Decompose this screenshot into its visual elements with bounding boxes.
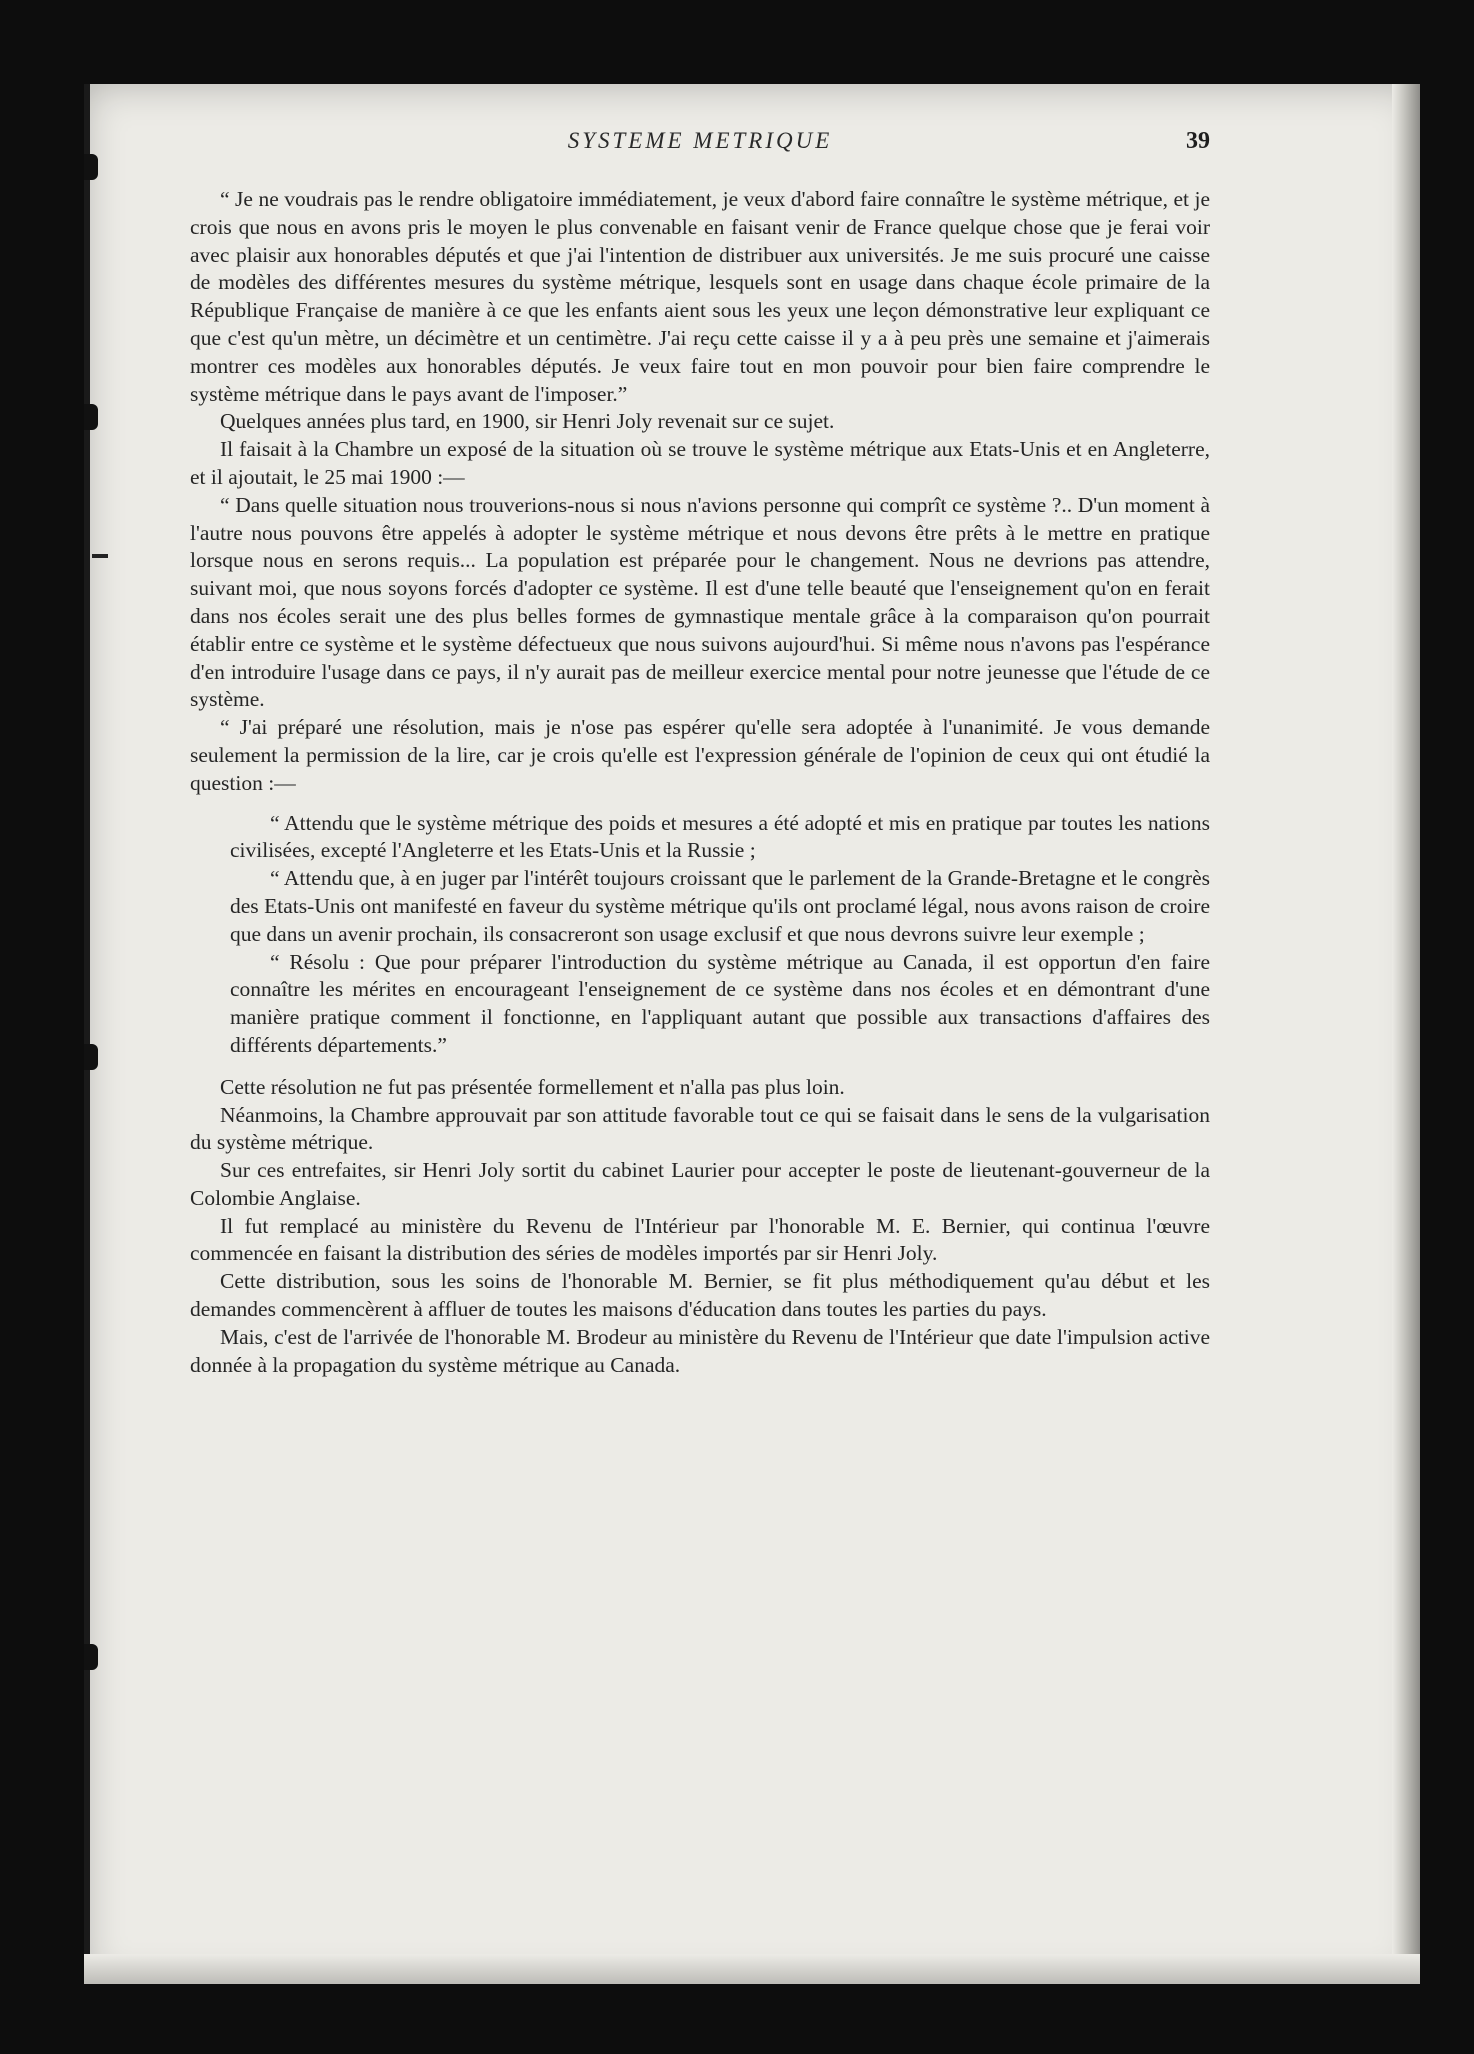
paragraph: Il faisait à la Chambre un exposé de la situation où se trouve le système métrique aux Etats-Unis et en Angleterre, et il ajoutait, le 25 mai 1900 :—: [190, 437, 1210, 489]
binding-mark: [84, 1044, 98, 1070]
paragraph: “ Je ne voudrais pas le rendre obligatoire immédiatement, je veux d'abord faire connaître le système métrique, et je crois que nous en avons pris le moyen le plus convenable en faisant venir de France quelque chose que je ferai voir avec plaisir aux honorables députés et que j'ai l'intention de distribuer aux universités. Je me suis procuré une caisse de modèles des différentes mesures du système métrique, lesquels sont en usage dans chaque école primaire de la République Française de manière à ce que les enfants aient sous les yeux une leçon démonstrative leur expliquant ce que c'est qu'un mètre, un décimètre et un centimètre. J'ai reçu cette caisse il y a à peu près une semaine et j'aimerais montrer ces modèles aux honorables députés. Je veux faire tout en mon pouvoir pour bien faire comprendre le système métrique dans le pays avant de l'imposer.”: [190, 187, 1210, 406]
paragraph: Il fut remplacé au ministère du Revenu de l'Intérieur par l'honorable M. E. Bernier, qui continua l'œuvre commencée en faisant la distribution des séries de modèles importés par sir Henri Joly.: [190, 1213, 1210, 1266]
body-text: [190, 186, 1210, 1379]
binding-mark: [84, 154, 98, 180]
paragraph: Néanmoins, la Chambre approuvait par son attitude favorable tout ce qui se faisait dans le sens de la vulgarisation du système métrique.: [190, 1102, 1210, 1155]
binding-tick: [92, 554, 108, 558]
paragraph: Cette résolution ne fut pas présentée formellement et n'alla pas plus loin.: [220, 1074, 845, 1099]
page-number: 39: [1186, 128, 1210, 154]
page-bottom-edge: [84, 1954, 1420, 1984]
running-title: SYSTEME METRIQUE: [567, 128, 833, 153]
page-spine: [84, 84, 90, 1984]
binding-mark: [84, 404, 98, 430]
resolution-clause: “ Attendu que le système métrique des poids et mesures a été adopté et mis en pratique par toutes les nations civilisées, excepté l'Angleterre et les Etats-Unis et la Russie ;: [230, 810, 1210, 863]
paragraph: “ J'ai préparé une résolution, mais je n'ose pas espérer qu'elle sera adoptée à l'unanimité. Je vous demande seulement la permission de la lire, car je crois qu'elle est l'expression générale de l'opinion de ceux qui ont étudié la question :—: [190, 715, 1210, 795]
paragraph: Cette distribution, sous les soins de l'honorable M. Bernier, se fit plus méthodiquement qu'au début et les demandes commencèrent à affluer de toutes les maisons d'éducation dans toutes les parties du pays.: [190, 1269, 1210, 1322]
paragraph: Mais, c'est de l'arrivée de l'honorable M. Brodeur au ministère du Revenu de l'Intérieur que date l'impulsion active donnée à la propagation du système métrique au Canada.: [190, 1324, 1210, 1377]
page-right-edge: [1392, 84, 1420, 1984]
running-head: [190, 128, 1210, 168]
resolution-clause: “ Résolu : Que pour préparer l'introduction du système métrique au Canada, il est opportun d'en faire connaître les mérites en encourageant l'enseignement de ce système dans nos écoles et en démontrant d'une manière pratique comment il fonctionne, en l'appliquant autant que possible aux transactions d'affaires des différents départements.”: [230, 949, 1210, 1057]
resolution-clause: “ Attendu que, à en juger par l'intérêt toujours croissant que le parlement de la Grande-Bretagne et le congrès des Etats-Unis ont manifesté en faveur du système métrique qu'ils ont proclamé légal, nous avons raison de croire que dans un avenir prochain, ils consacreront son usage exclusif et que nous devrons suivre leur exemple ;: [230, 866, 1210, 946]
paragraph: Quelques années plus tard, en 1900, sir Henri Joly revenait sur ce sujet.: [220, 409, 835, 434]
paragraph: Sur ces entrefaites, sir Henri Joly sortit du cabinet Laurier pour accepter le poste de lieutenant-gouverneur de la Colombie Anglaise.: [190, 1158, 1210, 1210]
paragraph: “ Dans quelle situation nous trouverions-nous si nous n'avions personne qui comprît ce système ?.. D'un moment à l'autre nous pouvons être appelés à adopter le système métrique et nous devons être prêts à le mettre en pratique lorsque nous en serons requis... La population est préparée pour le changement. Nous ne devrions pas attendre, suivant moi, que nous soyons forcés d'adopter ce système. Il est d'une telle beauté que l'enseignement qu'on en ferait dans nos écoles serait une des plus belles formes de gymnastique mentale grâce à la comparaison qu'on pourrait établir entre ce système et le système défectueux que nous suivons aujourd'hui. Si même nous n'avons pas l'espérance d'en introduire l'usage dans ce pays, il n'y aurait pas de meilleur exercice mental pour notre jeunesse que l'étude de ce système.: [190, 492, 1210, 712]
binding-mark: [84, 1644, 98, 1670]
